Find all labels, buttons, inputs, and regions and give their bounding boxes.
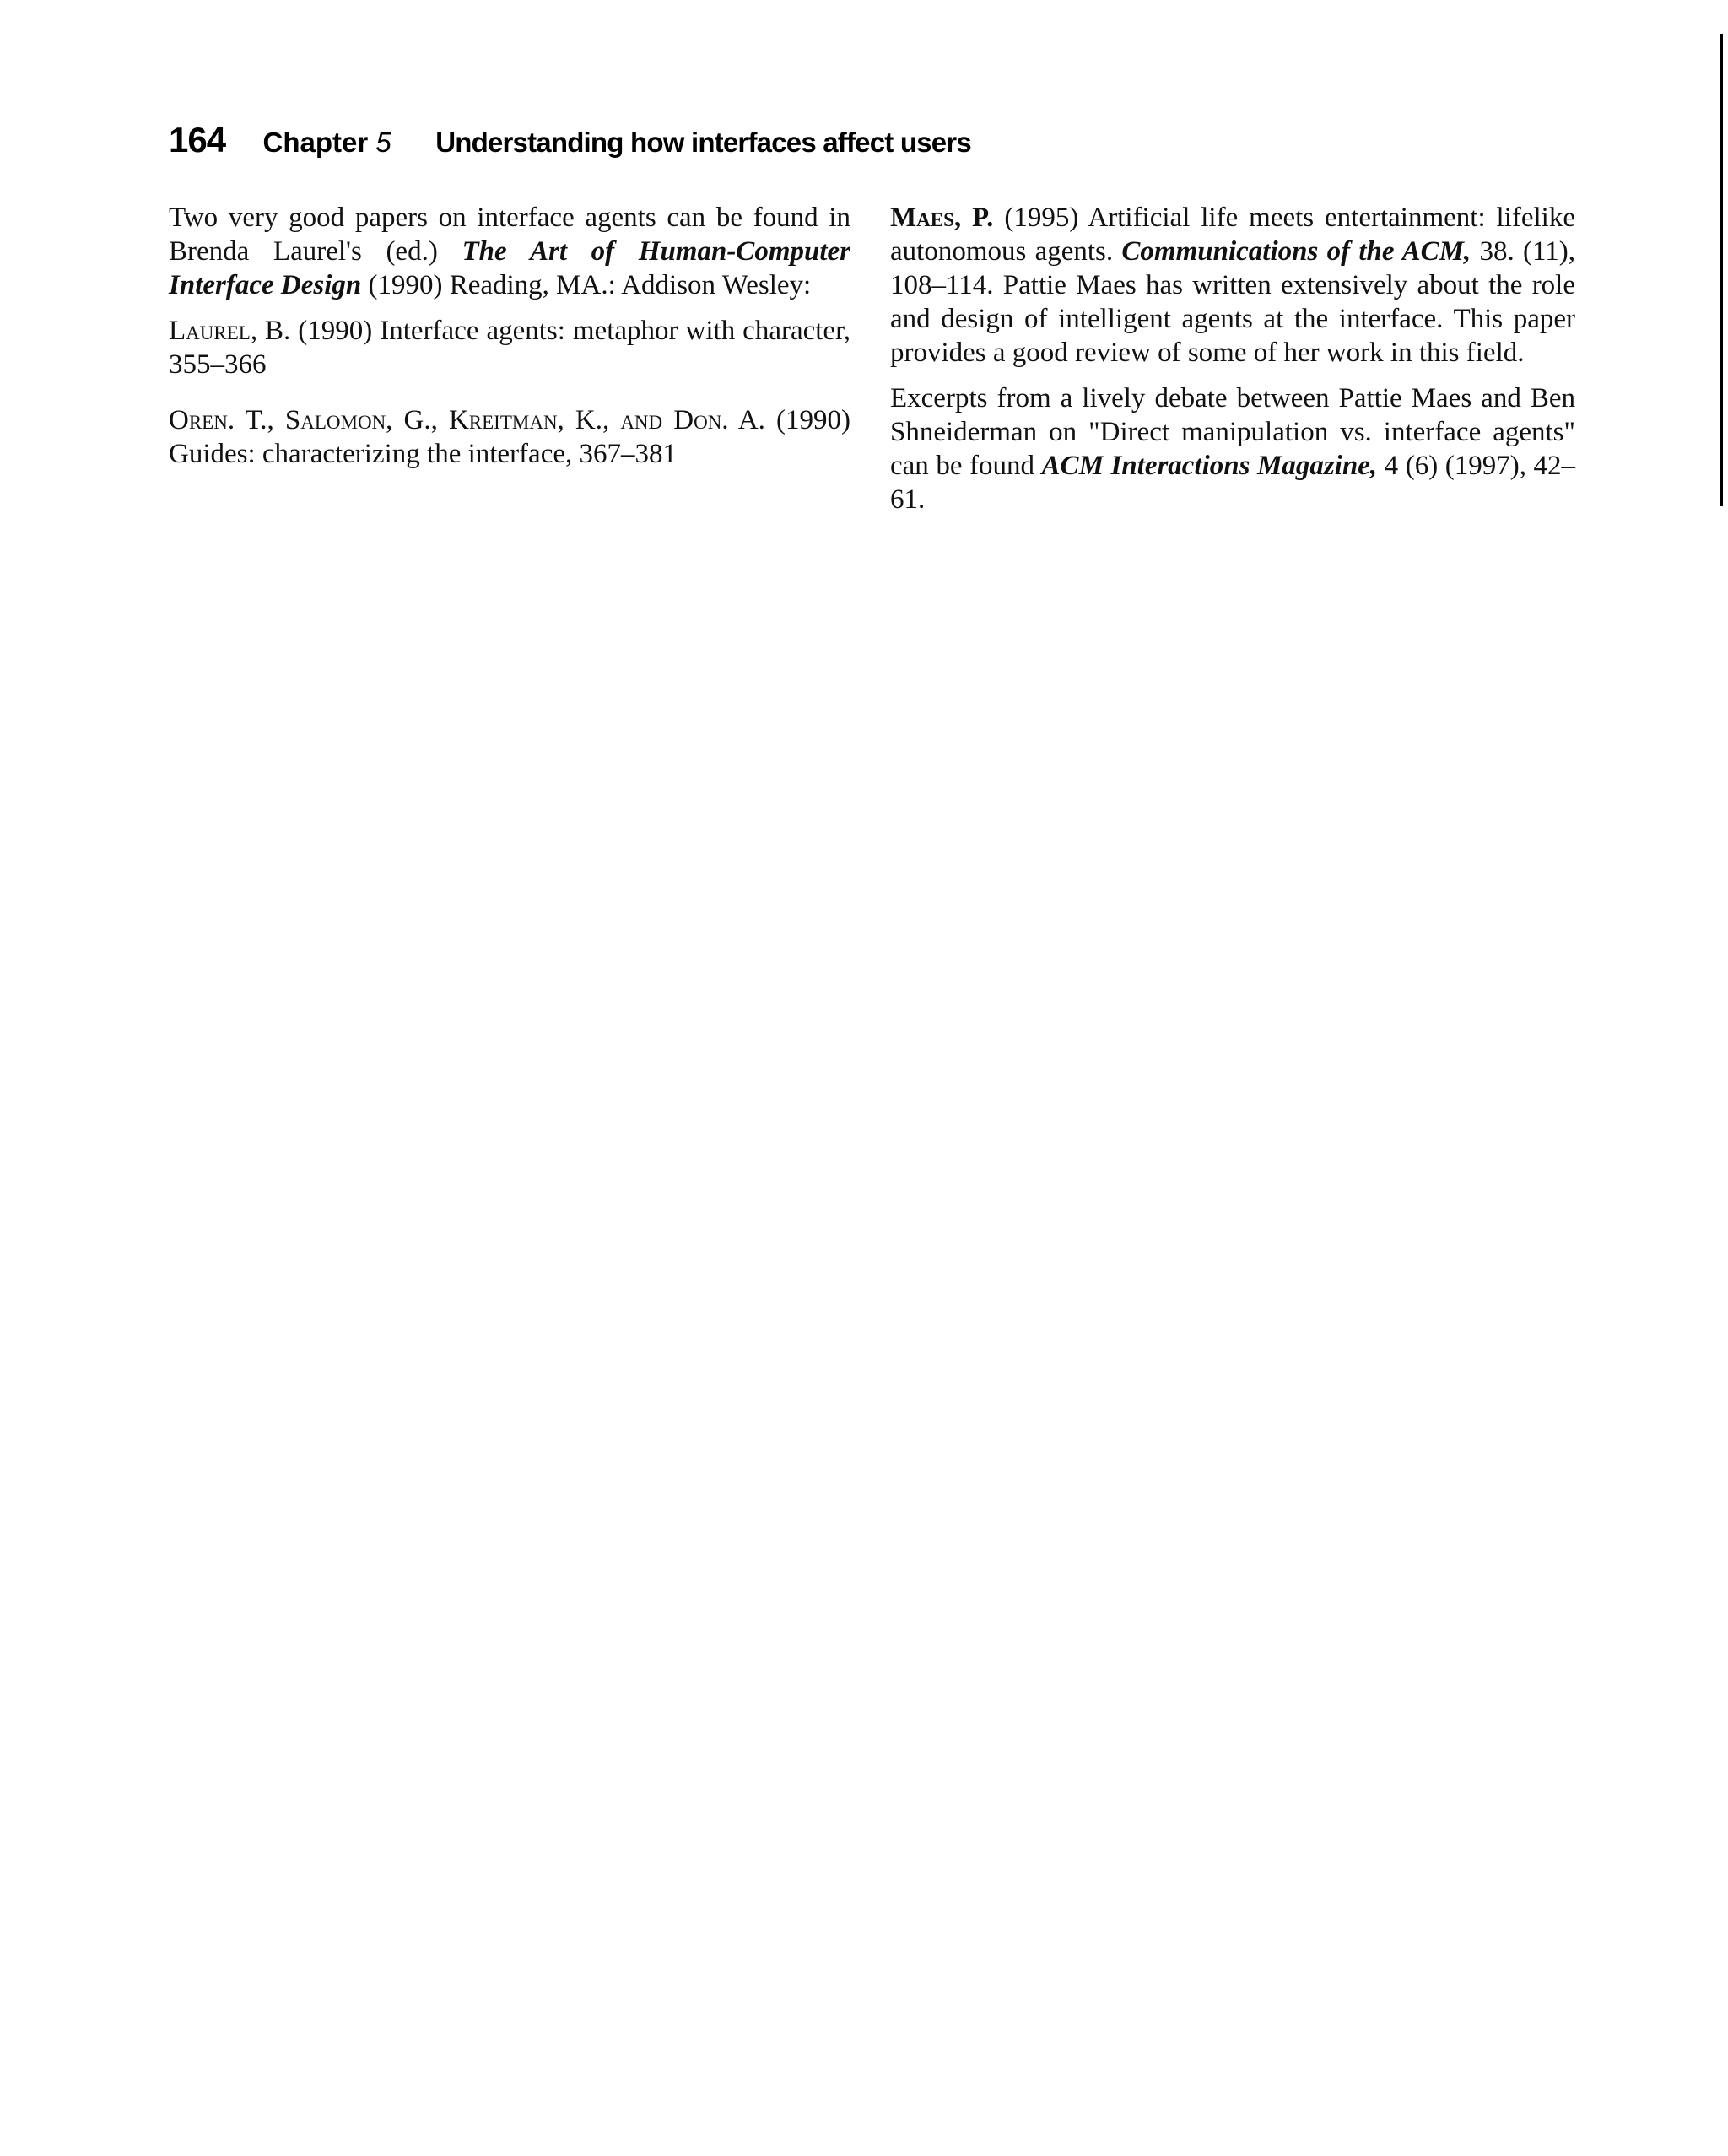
reference-maes — [890, 201, 1575, 370]
journal-title: Communications of the ACM, — [1121, 236, 1472, 267]
chapter-title: Understanding how interfaces affect users — [435, 127, 971, 158]
chapter-label — [263, 127, 392, 158]
page-number: 164 — [169, 120, 226, 159]
left-column — [169, 201, 850, 471]
reference-text-1: (1995) Artificial life meets entertainment: lifelike autonomous agents. — [890, 203, 1575, 267]
reference-text: (1990) Interface agents: metaphor with character, 355–366 — [169, 316, 850, 380]
intro-paragraph — [169, 201, 850, 302]
reference-author: Laurel, B. — [169, 316, 291, 346]
reference-laurel — [169, 314, 850, 381]
reference-oren — [169, 403, 850, 471]
debate-text-2: 4 (6) (1997), 42–61. — [890, 451, 1575, 515]
book-title: The Art of Human-Computer Interface Design — [169, 236, 850, 300]
journal-title: ACM Interactions Magazine, — [1041, 451, 1378, 481]
intro-text-1: Two very good papers on interface agents can be found in Brenda Laurel's (ed.) — [169, 203, 850, 267]
reference-text: (1990) Guides: characterizing the interface, 367–381 — [169, 405, 850, 469]
debate-text-1: Excerpts from a lively debate between Pattie Maes and Ben Shneiderman on "Direct manipulation vs. interface agents" can be found — [890, 383, 1575, 481]
right-column — [890, 201, 1575, 516]
running-head — [169, 120, 971, 160]
page-edge-rule — [1720, 34, 1723, 506]
reference-text-2: 38. (11), 108–114. Pattie Maes has written extensively about the role and design of intelligent agents at the interface. This paper provides a good review of some of her work in this field. — [890, 236, 1575, 368]
debate-paragraph — [890, 381, 1575, 516]
chapter-word: Chapter — [262, 127, 369, 158]
reference-authors: Oren. T., Salomon, G., Kreitman, K., and Don. A. — [169, 405, 765, 435]
intro-text-2: (1990) Reading, MA.: Addison Wesley: — [361, 270, 812, 300]
reference-author: Maes, P. — [890, 203, 994, 233]
chapter-number: 5 — [375, 127, 392, 158]
